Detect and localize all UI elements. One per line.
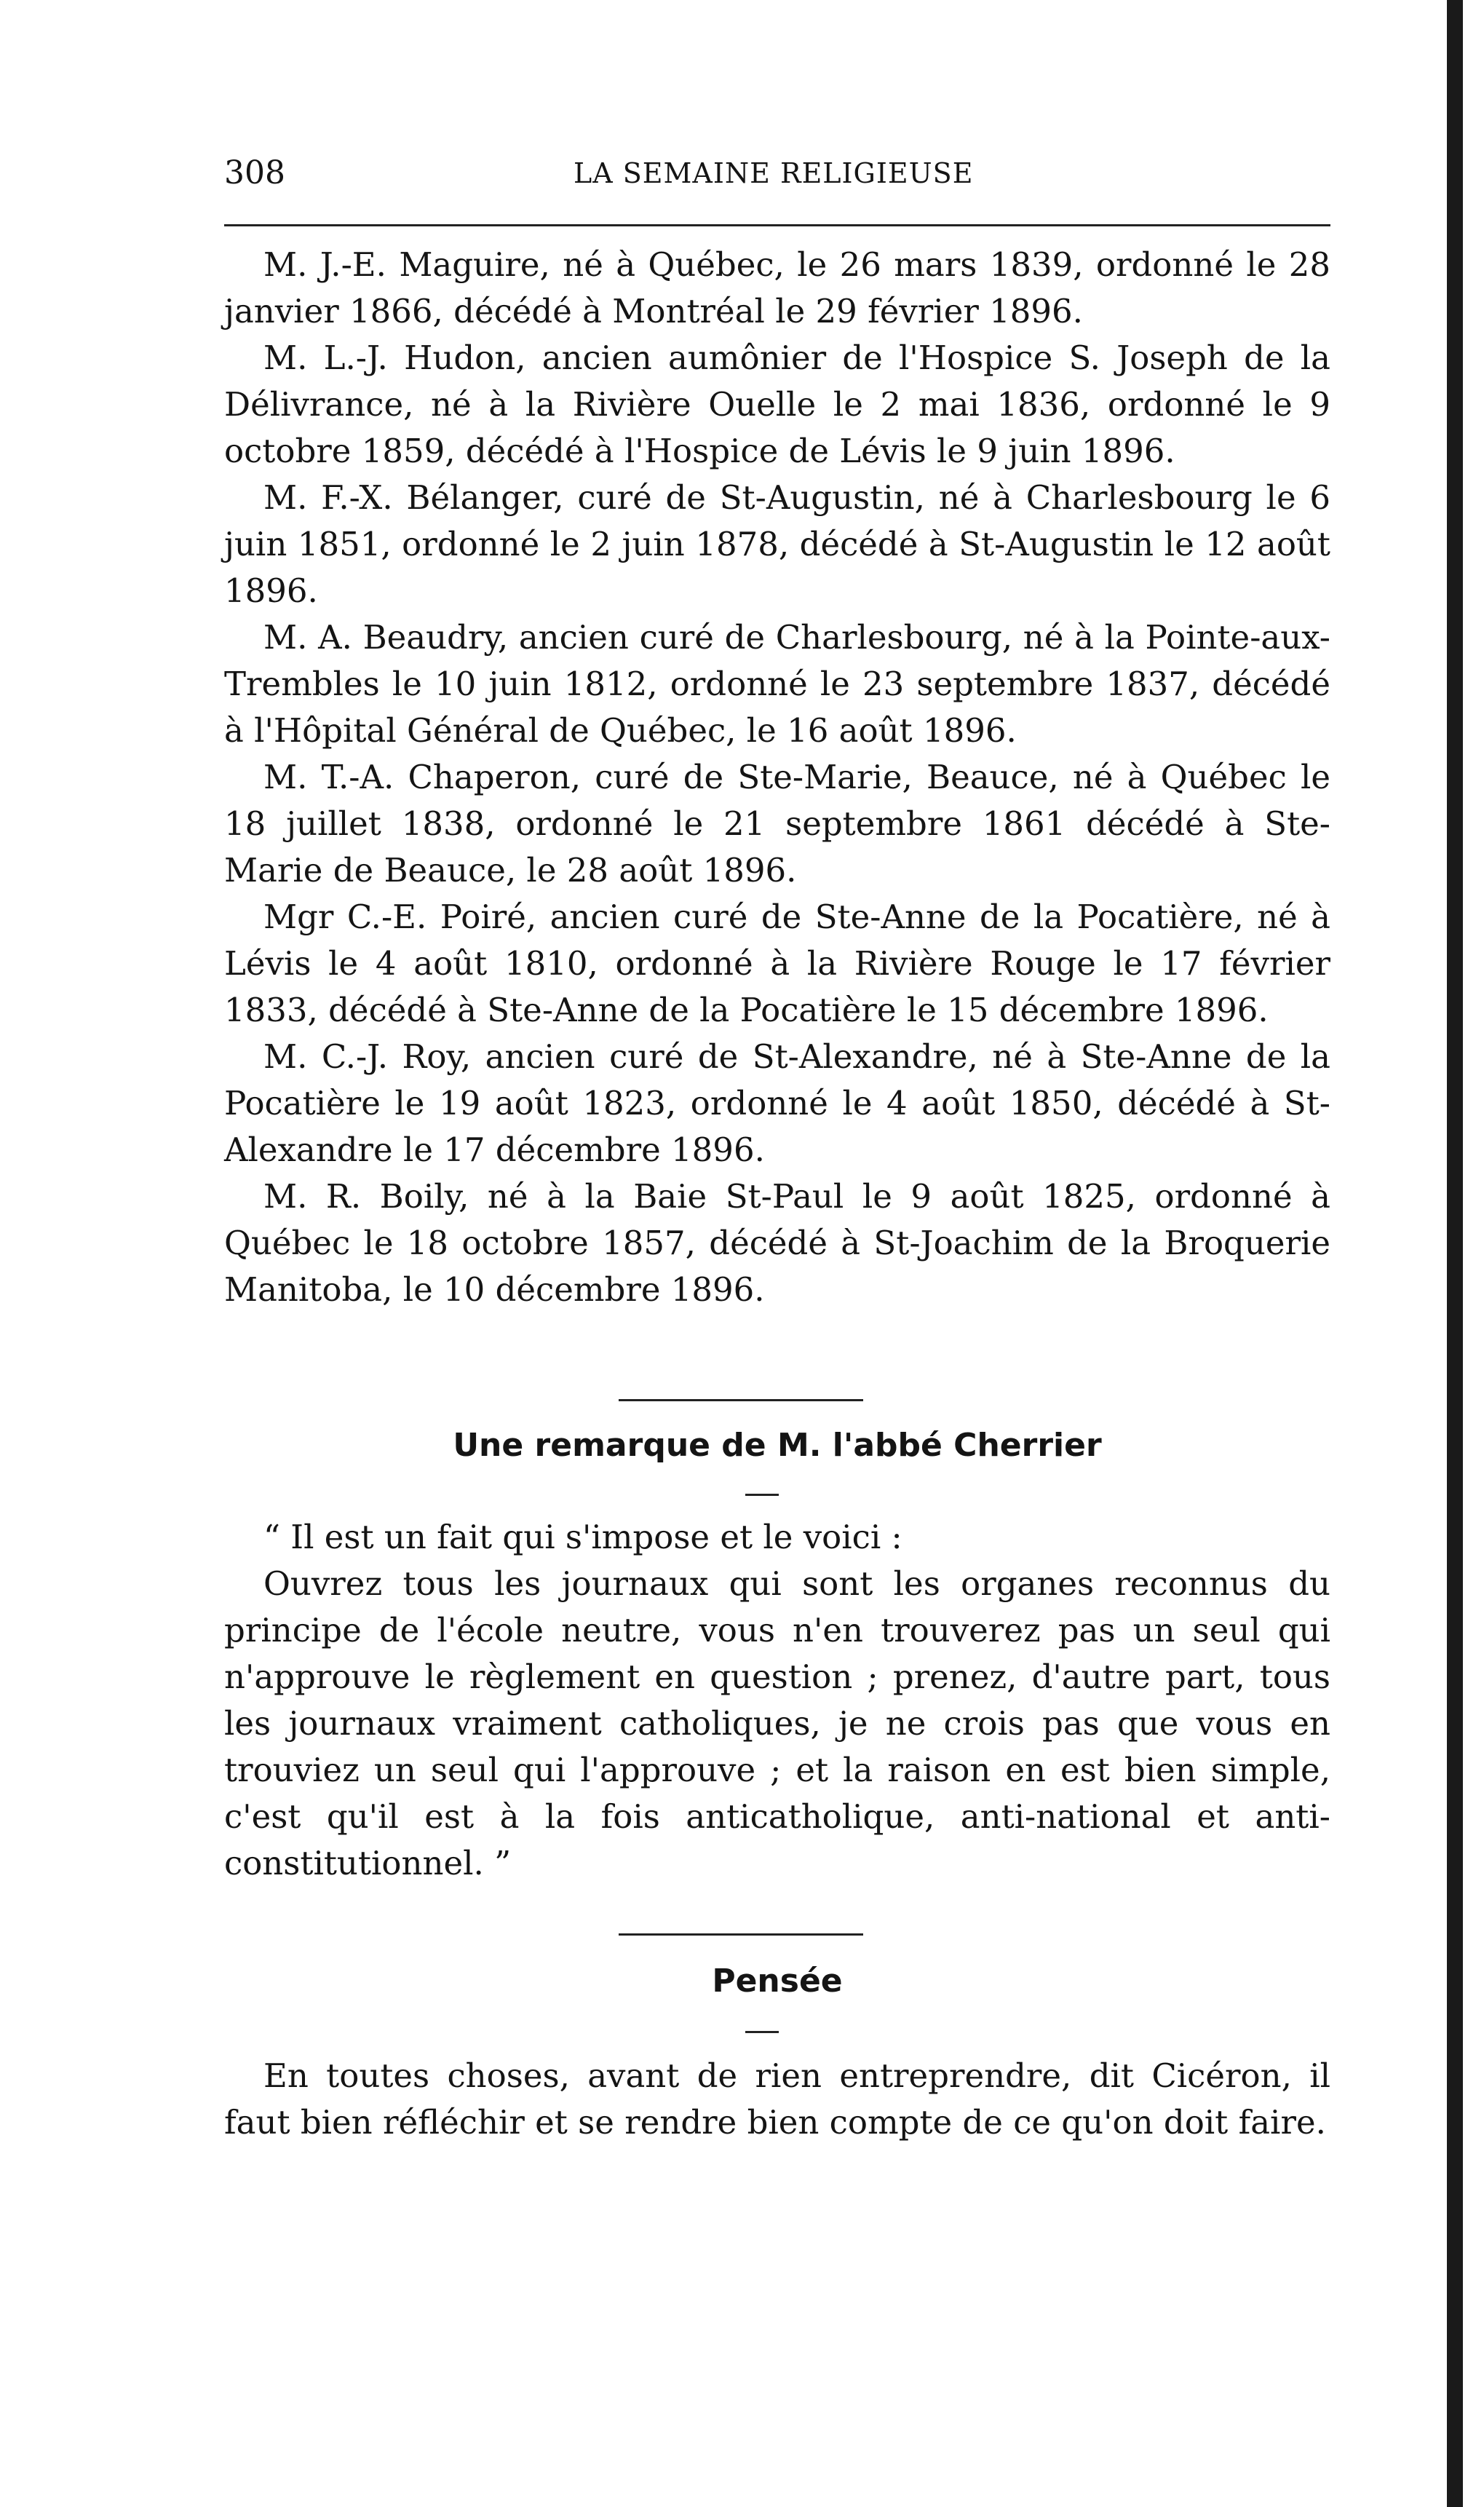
pensee-title: Pensée	[712, 1963, 843, 2000]
obituary-entry: M. T.-A. Chaperon, curé de Ste-Marie, Beauce, né à Québec le 18 juillet 1838, ordonné le 21 septembre 1861 décédé à Ste-Marie de Beauce, le 28 août 1896.	[224, 758, 1330, 890]
header-rule	[224, 224, 1330, 226]
obituary-entry: M. R. Boily, né à la Baie St-Paul le 9 août 1825, ordonné à Québec le 18 octobre 1857, décédé à St-Joachim de la Broquerie Manitoba, le 10 décembre 1896.	[224, 1177, 1330, 1309]
obituary-entry: M. J.-E. Maguire, né à Québec, le 26 mars 1839, ordonné le 28 janvier 1866, décédé à Montréal le 29 février 1896.	[224, 245, 1330, 330]
title-dash	[745, 1494, 779, 1496]
section-divider	[619, 1399, 863, 1401]
remarque-paragraph: Ouvrez tous les journaux qui sont les organes reconnus du principe de l'école neutre, vous n'en trouverez pas un seul qui n'approuve le règlement en question ; prenez, d'autre part, tous les journaux vraiment catholiques, je ne crois pas que vous en trouviez un seul qui l'approuve ; et la raison en est bien simple, c'est qu'il est à la fois anticatholique, anti-national et anti-constitutionnel. ”	[224, 1564, 1330, 1882]
section-divider	[619, 1933, 863, 1936]
obituary-entry: M. L.-J. Hudon, ancien aumônier de l'Hospice S. Joseph de la Délivrance, né à la Rivière Ouelle le 2 mai 1836, ordonné le 9 octobre 1859, décédé à l'Hospice de Lévis le 9 juin 1896.	[224, 338, 1330, 470]
obituary-entry: Mgr C.-E. Poiré, ancien curé de Ste-Anne de la Pocatière, né à Lévis le 4 août 1810, ordonné à la Rivière Rouge le 17 février 1833, décédé à Ste-Anne de la Pocatière le 15 décembre 1896.	[224, 898, 1330, 1029]
obituary-entry: M. F.-X. Bélanger, curé de St-Augustin, né à Charlesbourg le 6 juin 1851, ordonné le 2 juin 1878, décédé à St-Augustin le 12 août 1896.	[224, 478, 1330, 610]
scan-edge-shadow	[1447, 0, 1463, 2507]
page-number: 308	[224, 154, 285, 191]
obituary-entry: M. C.-J. Roy, ancien curé de St-Alexandre, né à Ste-Anne de la Pocatière le 19 août 1823, ordonné le 4 août 1850, décédé à St-Alexandre le 17 décembre 1896.	[224, 1037, 1330, 1169]
obituary-list	[224, 242, 1330, 1313]
running-title: LA SEMAINE RELIGIEUSE	[574, 157, 974, 189]
pensee-paragraph: En toutes choses, avant de rien entreprendre, dit Cicéron, il faut bien réfléchir et se rendre bien compte de ce qu'on doit faire.	[224, 2056, 1330, 2142]
remarque-body	[224, 1514, 1330, 1887]
obituary-entry: M. A. Beaudry, ancien curé de Charlesbourg, né à la Pointe-aux-Trembles le 10 juin 1812, ordonné le 23 septembre 1837, décédé à l'Hôpital Général de Québec, le 16 août 1896.	[224, 618, 1330, 750]
remarque-title: Une remarque de M. l'abbé Cherrier	[453, 1427, 1102, 1464]
remarque-paragraph: “ Il est un fait qui s'impose et le voici :	[263, 1518, 902, 1556]
pensee-body	[224, 2053, 1330, 2146]
page-header	[224, 154, 1330, 205]
title-dash	[745, 2031, 779, 2033]
